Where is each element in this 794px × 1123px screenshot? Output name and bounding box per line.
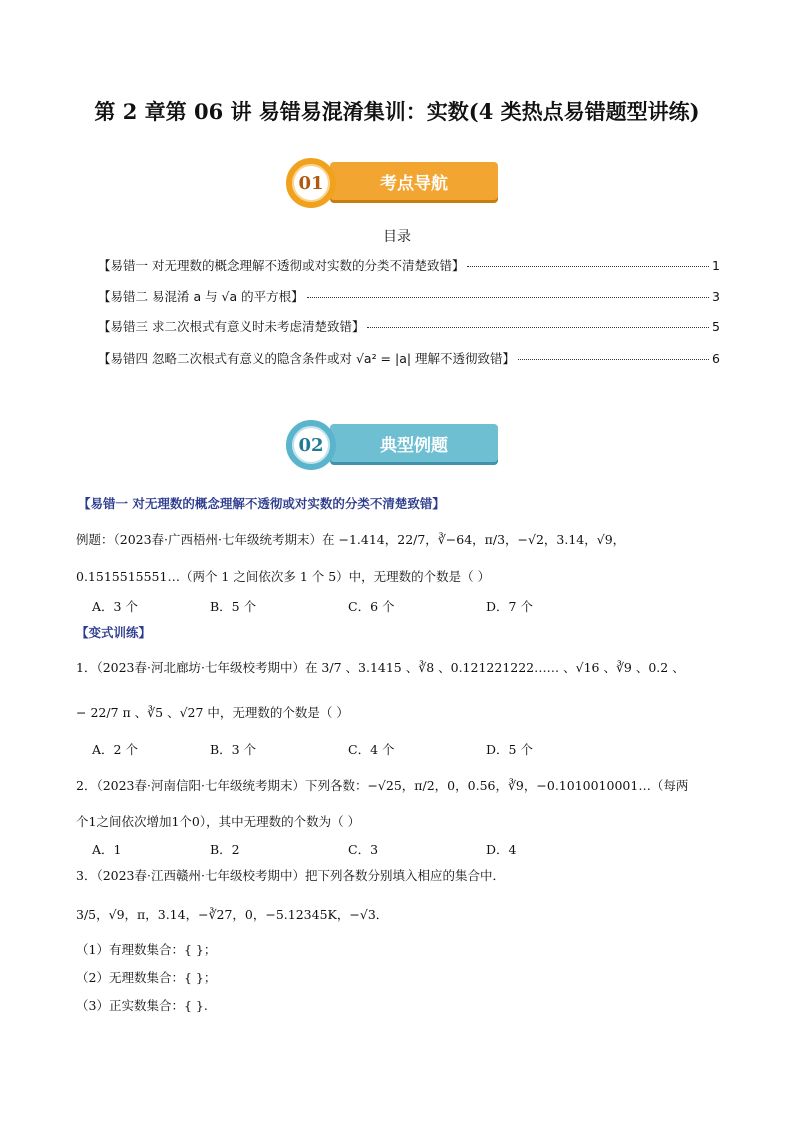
toc-row[interactable] (98, 256, 720, 274)
option-b: B．5 个 (210, 599, 257, 614)
toc-row-label: 【易错一 对无理数的概念理解不透彻或对实数的分类不清楚致错】 (98, 258, 465, 273)
q2-line: 2．（2023春·河南信阳·七年级统考期末）下列各数：−√25，π/2，0，0.56，∛9，−0.1010010001…（每两 (76, 778, 689, 793)
example-question-line: 例题：（2023春·广西梧州·七年级统考期末）在 −1.414，22/7，∛−64，π/3，−√2，3.14，√9， (76, 532, 626, 547)
badge-number: 02 (286, 420, 336, 470)
option-d: D．4 (486, 842, 517, 857)
badge-number: 01 (286, 158, 336, 208)
set-blank-rational[interactable]: （1）有理数集合：{ }； (76, 942, 217, 957)
option-d: D．5 个 (486, 742, 533, 757)
toc-heading: 目录 (383, 229, 411, 245)
q2-line: 个1之间依次增加1个0），其中无理数的个数为（ ） (76, 814, 361, 829)
toc-row-label: 【易错二 易混淆 a 与 √a 的平方根】 (98, 289, 304, 304)
option-a: A．1 (92, 842, 122, 857)
set-blank-positive-real[interactable]: （3）正实数集合：{ }. (76, 998, 208, 1013)
option-a: A．2 个 (92, 742, 138, 757)
toc-leader-dots (518, 359, 709, 360)
option-b: B．2 (210, 842, 240, 857)
set-blank-irrational[interactable]: （2）无理数集合：{ }； (76, 970, 217, 985)
document-title: 第 2 章第 06 讲 易错易混淆集训：实数(4 类热点易错题型讲练) (94, 99, 700, 124)
toc-leader-dots (367, 327, 709, 328)
toc-row[interactable] (98, 317, 720, 335)
toc-leader-dots (467, 266, 709, 267)
toc-leader-dots (307, 297, 709, 298)
option-a: A．3 个 (92, 599, 138, 614)
badge-label: 典型例题 (330, 424, 498, 462)
toc-row-label: 【易错三 求二次根式有意义时未考虑清楚致错】 (98, 319, 365, 334)
example-question-line: 0.1515515551…（两个 1 之间依次多 1 个 5）中，无理数的个数是（ ） (76, 569, 491, 584)
q1-line: − 22/7 π 、∛5 、√27 中，无理数的个数是（ ） (76, 705, 349, 720)
q1-line: 1．（2023春·河北廊坊·七年级校考期中）在 3/7 、3.1415 、∛8 、0.121221222…… 、√16 、∛9 、0.2 、 (76, 660, 685, 675)
toc-row[interactable] (98, 287, 720, 305)
toc-row-label: 【易错四 忽略二次根式有意义的隐含条件或对 √a² = |a| 理解不透彻致错】 (98, 351, 516, 366)
q3-line: 3．（2023春·江西赣州·七年级校考期中）把下列各数分别填入相应的集合中． (76, 868, 505, 883)
q3-number-list: 3/5，√9，π，3.14，−∛27，0，−5.12345K，−√3． (76, 907, 389, 922)
toc-row-page: 6 (712, 351, 720, 366)
option-c: C．6 个 (348, 599, 395, 614)
toc-row[interactable] (98, 349, 720, 367)
option-d: D．7 个 (486, 599, 533, 614)
option-b: B．3 个 (210, 742, 257, 757)
variant-training-heading: 【变式训练】 (76, 625, 152, 640)
option-c: C．4 个 (348, 742, 395, 757)
badge-label: 考点导航 (330, 162, 498, 200)
option-c: C．3 (348, 842, 379, 857)
toc-row-page: 1 (712, 258, 720, 273)
section-heading: 【易错一 对无理数的概念理解不透彻或对实数的分类不清楚致错】 (78, 496, 445, 511)
toc-row-page: 5 (712, 319, 720, 334)
toc-row-page: 3 (712, 289, 720, 304)
